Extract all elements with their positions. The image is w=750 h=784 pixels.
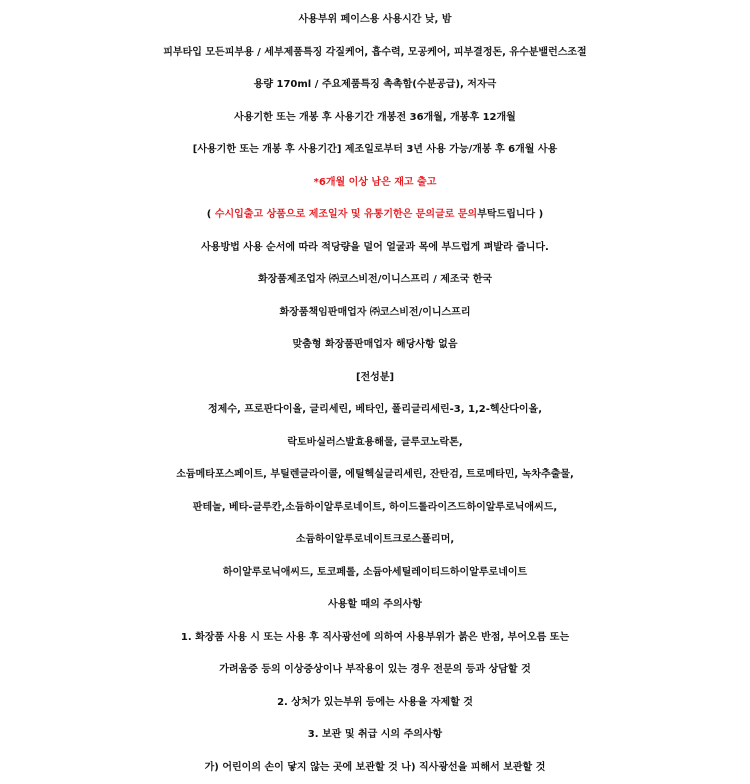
ingredients-line-4: 판테놀, 베타-글루칸,소듐하이알루로네이트, 하이드롤라이즈드하이알루로닉애씨드,: [0, 492, 750, 525]
usage-area-line: 사용부위 페이스용 사용시간 낮, 밤: [0, 4, 750, 37]
usage-method-line: 사용방법 사용 순서에 따라 적당량을 덜어 얼굴과 목에 부드럽게 펴발라 줍니다.: [0, 232, 750, 265]
ingredients-line-5: 소듐하이알루로네이트크로스폴리머,: [0, 524, 750, 557]
expiry-line: 사용기한 또는 개봉 후 사용기간 개봉전 36개월, 개봉후 12개월: [0, 102, 750, 135]
custom-seller-line: 맞춤형 화장품판매업자 해당사항 없음: [0, 329, 750, 362]
stock-notice-line: *6개월 이상 남은 재고 출고: [0, 167, 750, 200]
inquiry-highlight: 수시입출고 상품으로 제조일자 및 유통기한은 문의글로 문의: [215, 209, 477, 220]
volume-line: 용량 170ml / 주요제품특징 촉촉함(수분공급), 저자극: [0, 69, 750, 102]
expiry-detail-line: [사용기한 또는 개봉 후 사용기간] 제조일로부터 3년 사용 가능/개봉 후 6개월 사용: [0, 134, 750, 167]
inquiry-rest: 부탁드립니다 ): [477, 209, 543, 220]
ingredients-line-1: 정제수, 프로판다이올, 글리세린, 베타인, 폴리글리세린-3, 1,2-헥산다이올,: [0, 394, 750, 427]
ingredients-line-2: 락토바실러스발효용해물, 글루코노락톤,: [0, 427, 750, 460]
caution-item-1-cont: 가려움증 등의 이상증상이나 부작용이 있는 경우 전문의 등과 상담할 것: [0, 654, 750, 687]
responsible-seller-line: 화장품책임판매업자 ㈜코스비전/이니스프리: [0, 297, 750, 330]
caution-item-3-detail: 가) 어린이의 손이 닿지 않는 곳에 보관할 것 나) 직사광선을 피해서 보관할 것: [0, 752, 750, 784]
caution-item-2: 2. 상처가 있는부위 등에는 사용을 자제할 것: [0, 687, 750, 720]
ingredients-heading: [전성분]: [0, 362, 750, 395]
ingredients-line-6: 하이알루로닉애씨드, 토코페롤, 소듐아세틸레이티드하이알루로네이트: [0, 557, 750, 590]
caution-item-1: 1. 화장품 사용 시 또는 사용 후 직사광선에 의하여 사용부위가 붉은 반점, 부어오름 또는: [0, 622, 750, 655]
caution-heading: 사용할 때의 주의사항: [0, 589, 750, 622]
caution-item-3: 3. 보관 및 취급 시의 주의사항: [0, 719, 750, 752]
manufacturer-line: 화장품제조업자 ㈜코스비전/이니스프리 / 제조국 한국: [0, 264, 750, 297]
ingredients-line-3: 소듐메타포스페이트, 부틸렌글라이콜, 에틸헥실글리세린, 잔탄검, 트로메타민, 녹차추출물,: [0, 459, 750, 492]
skin-type-line: 피부타입 모든피부용 / 세부제품특징 각질케어, 흡수력, 모공케어, 피부결정돈, 유수분밸런스조절: [0, 37, 750, 70]
inquiry-open-paren: (: [207, 209, 215, 220]
inquiry-notice-line: [0, 199, 750, 232]
